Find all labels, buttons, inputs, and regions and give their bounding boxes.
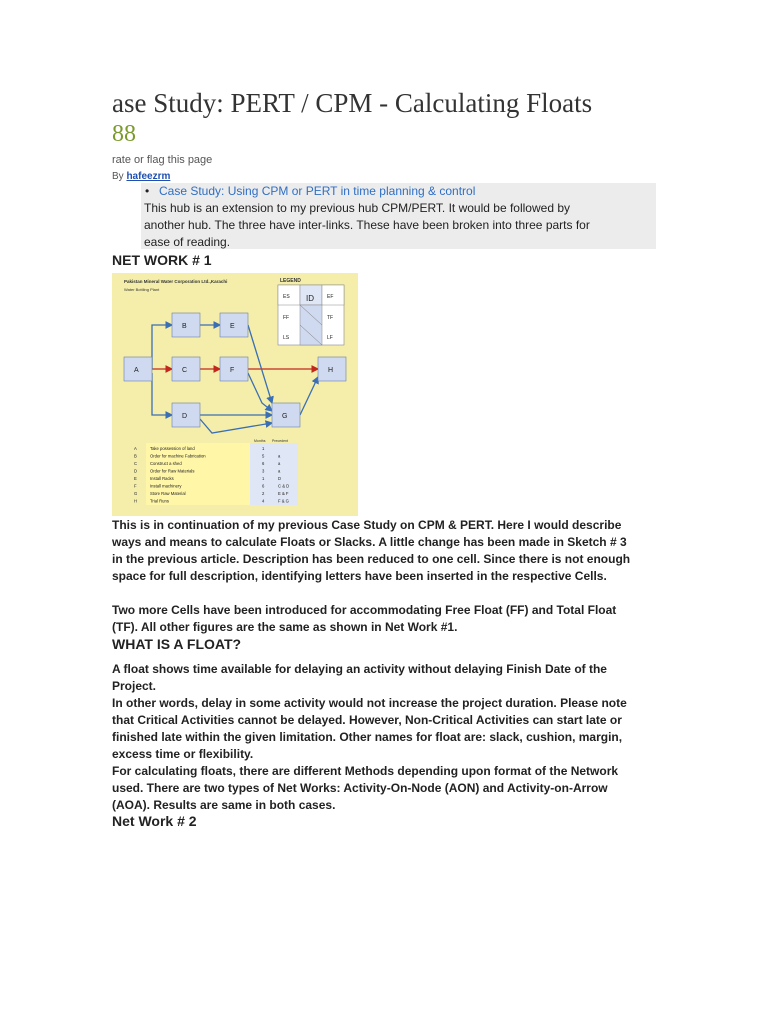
bullet-icon: • (145, 184, 150, 198)
section-heading-what-is-float: WHAT IS A FLOAT? (112, 636, 242, 652)
activity-months: 3 (262, 468, 265, 474)
activity-desc: Install machinery (150, 483, 182, 489)
activity-desc: Install Racks (150, 476, 174, 481)
byline (112, 171, 170, 182)
activity-id: D (134, 468, 138, 474)
activity-desc: Order for Raw Materials (150, 468, 195, 474)
legend-lf: LF (327, 335, 333, 341)
activity-precedent: a (278, 453, 281, 459)
node-G: G (282, 413, 288, 420)
legend-es: ES (283, 294, 290, 300)
paragraph-continuation: This is in continuation of my previous Case Study on CPM & PERT. Here I would describe ways and means to calculate Floats or Slacks. A little change has been made in Sketch # 3 in the previous article. Description has been reduced to one cell. Since there is not enough space for full description, identifying letters have been inserted in the respective Cells. (112, 518, 631, 583)
author-link[interactable]: hafeezrm (126, 171, 171, 182)
activity-id: C (134, 461, 138, 466)
paragraph-float-definition: A float shows time available for delaying an activity without delaying Finish Date of the Project. (112, 662, 607, 693)
activity-precedent: E & F (278, 491, 289, 496)
legend-ls: LS (283, 335, 290, 341)
summary-line-3: ease of reading. (144, 235, 231, 249)
activity-precedent: a (278, 461, 281, 466)
summary-box (141, 183, 656, 249)
legend-ef: EF (327, 294, 334, 300)
activity-months: 2 (262, 491, 265, 496)
node-B: B (182, 323, 187, 330)
activity-months: 1 (262, 446, 265, 451)
activity-precedent: F & G (278, 498, 289, 504)
node-H: H (328, 367, 334, 374)
activity-desc: Order for machine Fabrication (150, 453, 206, 459)
activity-desc: Construct a shed (150, 461, 182, 466)
legend-tf: TF (327, 315, 334, 321)
activity-desc: Trial Runs (150, 498, 169, 504)
activity-desc: Store Raw Material (150, 491, 186, 496)
table-header-months: Months (254, 439, 266, 443)
activity-id: F (134, 483, 137, 489)
activity-months: 4 (262, 498, 265, 504)
figure-org-name: Pakistan Mineral Water Corporation Ltd.,Karachi (124, 279, 228, 284)
node-D: D (182, 413, 188, 420)
node-E: E (230, 323, 235, 330)
network-diagram-image (112, 273, 358, 516)
activity-months: 5 (262, 453, 265, 459)
legend (278, 278, 344, 345)
activity-desc: Take possession of land (150, 446, 195, 451)
section-heading-network-1: NET WORK # 1 (112, 252, 212, 268)
related-hub-link[interactable]: Case Study: Using CPM or PERT in time planning & control (159, 184, 476, 198)
page-title: ase Study: PERT / CPM - Calculating Floats (112, 88, 593, 118)
legend-title: LEGEND (280, 278, 301, 284)
paragraph-float-explanation: In other words, delay in some activity would not increase the project duration. Please note that Critical Activities cannot be delayed. However, Non-Critical Activities can start late or finished late within the given limitation. Other names for float are: slack, cushion, margin, excess time or flexibility. (112, 696, 627, 761)
activity-months: 1 (262, 476, 265, 481)
activity-precedent: C & D (278, 483, 290, 489)
summary-line-2: another hub. The three have inter-links. These have been broken into three parts for (144, 218, 590, 232)
rate-or-flag-link[interactable]: rate or flag this page (112, 154, 213, 166)
legend-id: ID (306, 294, 314, 303)
figure-subtitle: Water Bottling Plant (124, 287, 160, 292)
paragraph-cells: Two more Cells have been introduced for accommodating Free Float (FF) and Total Float (TF). All other figures are the same as shown in Net Work #1. (112, 603, 617, 634)
table-header-precedent: Precedent (272, 439, 288, 443)
node-C: C (182, 367, 188, 374)
activity-id: E (134, 476, 137, 481)
legend-ff: FF (283, 315, 290, 321)
summary-bullet (141, 183, 656, 200)
node-F: F (230, 367, 235, 374)
activity-id: H (134, 498, 138, 504)
activity-precedent: D (278, 476, 282, 481)
activity-id: B (134, 453, 137, 459)
summary-line-1: This hub is an extension to my previous hub CPM/PERT. It would be followed by (144, 201, 570, 215)
rating-score: 88 (112, 121, 136, 147)
activity-id: A (134, 446, 137, 451)
by-label: By (112, 171, 124, 182)
section-heading-network-2: Net Work # 2 (112, 813, 197, 829)
activity-months: 6 (262, 483, 265, 489)
activity-months: 6 (262, 461, 265, 466)
paragraph-float-methods: For calculating floats, there are different Methods depending upon format of the Network used. There are two types of Net Works: Activity-On-Node (AON) and Activity-on-Arrow (AOA). Results are same in both cases. (112, 764, 619, 812)
node-A: A (134, 367, 139, 374)
activity-precedent: a (278, 468, 281, 474)
activity-id: G (134, 491, 138, 496)
